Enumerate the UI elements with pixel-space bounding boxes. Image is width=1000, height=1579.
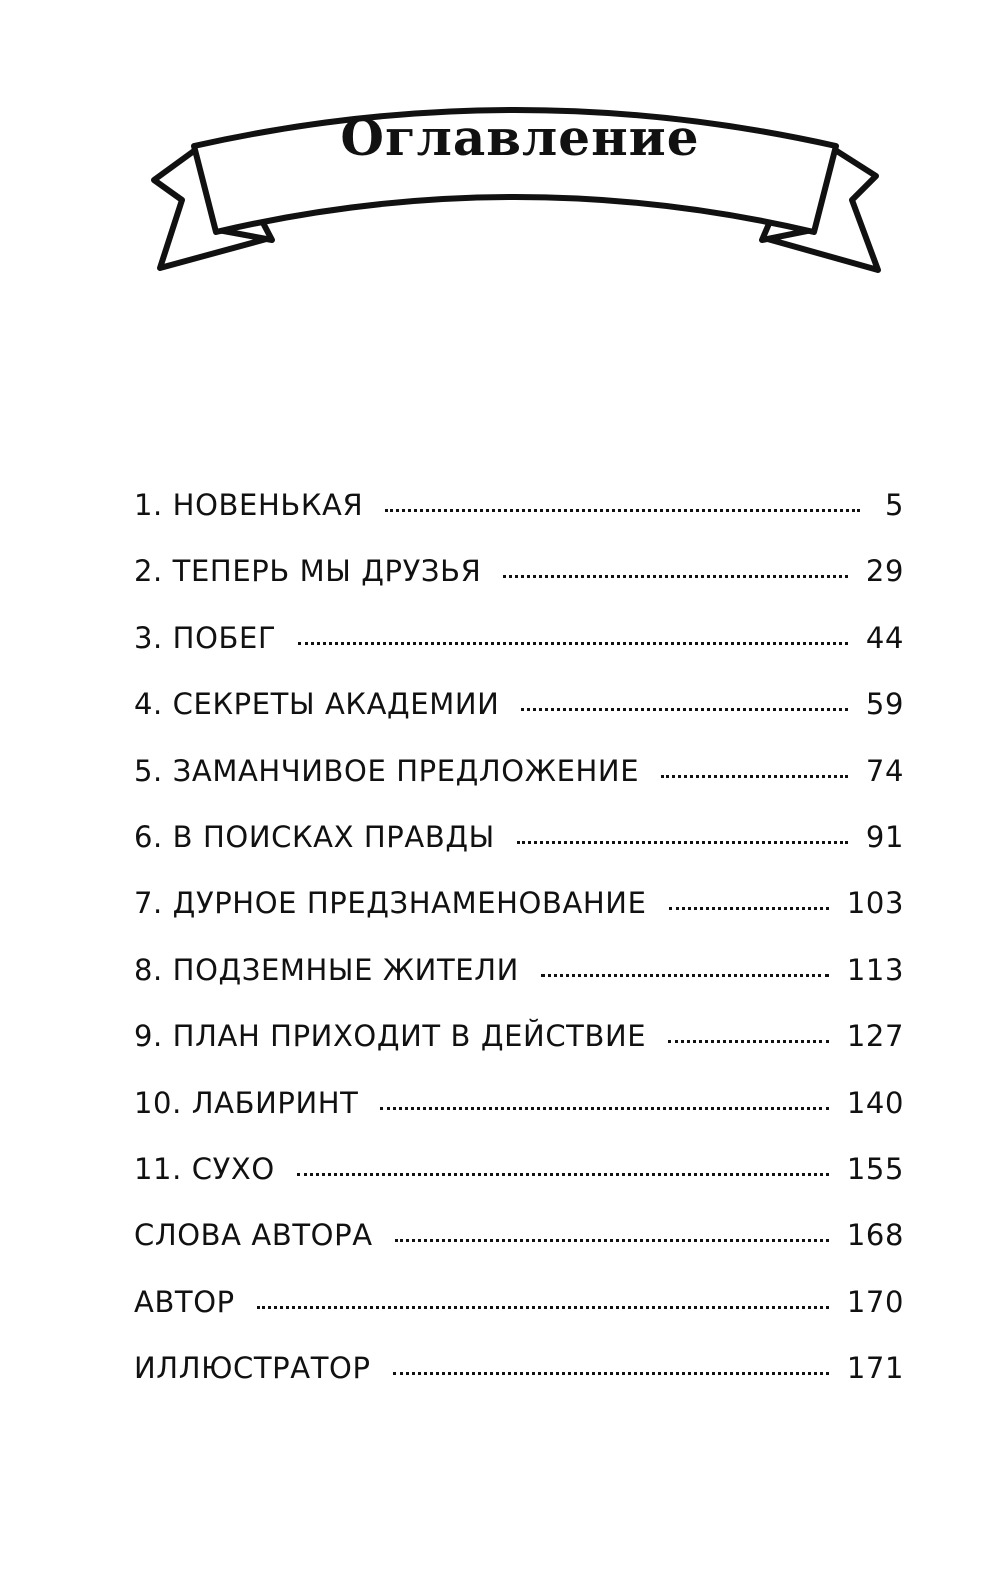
dot-leader: [385, 509, 860, 512]
toc-entry-page: 5: [884, 488, 904, 522]
toc-entry-page: 155: [846, 1151, 904, 1186]
dot-leader: [668, 1040, 829, 1043]
toc-entry-page: 170: [846, 1284, 904, 1319]
toc-entry[interactable]: [134, 1086, 904, 1152]
table-of-contents: [134, 488, 904, 1417]
dot-leader: [298, 642, 848, 645]
toc-entry-title: 5. ЗАМАНЧИВОЕ ПРЕДЛОЖЕНИЕ: [134, 753, 640, 788]
toc-entry[interactable]: [134, 1218, 904, 1284]
toc-entry[interactable]: [134, 820, 904, 886]
dot-leader: [661, 775, 848, 778]
toc-entry[interactable]: [134, 488, 904, 554]
toc-entry-title: 8. ПОДЗЕМНЫЕ ЖИТЕЛИ: [134, 952, 519, 987]
toc-entry-page: 168: [846, 1218, 904, 1253]
dot-leader: [541, 974, 829, 977]
toc-entry-page: 59: [865, 687, 904, 722]
page-title: Оглавление: [340, 108, 700, 167]
toc-entry-title: 10. ЛАБИРИНТ: [134, 1085, 359, 1120]
toc-entry-page: 103: [846, 886, 904, 921]
dot-leader: [297, 1173, 829, 1176]
dot-leader: [503, 575, 848, 578]
toc-entry-page: 127: [846, 1019, 904, 1054]
toc-entry-title: 11. СУХО: [134, 1151, 275, 1186]
toc-entry[interactable]: [134, 953, 904, 1019]
title-banner: [140, 80, 890, 290]
dot-leader: [395, 1239, 829, 1242]
toc-entry-title: СЛОВА АВТОРА: [134, 1218, 373, 1253]
dot-leader: [521, 708, 847, 711]
toc-entry-page: 29: [865, 554, 904, 589]
toc-entry-title: 4. СЕКРЕТЫ АКАДЕМИИ: [134, 687, 500, 722]
toc-entry-title: 7. ДУРНОЕ ПРЕДЗНАМЕНОВАНИЕ: [134, 886, 647, 921]
toc-entry[interactable]: [134, 1285, 904, 1351]
toc-entry[interactable]: [134, 886, 904, 952]
toc-entry[interactable]: [134, 621, 904, 687]
toc-entry[interactable]: [134, 1351, 904, 1417]
toc-entry[interactable]: [134, 687, 904, 753]
dot-leader: [517, 841, 848, 844]
dot-leader: [257, 1306, 829, 1309]
toc-entry-page: 140: [846, 1085, 904, 1120]
toc-entry-page: 113: [846, 952, 904, 987]
dot-leader: [380, 1107, 828, 1110]
toc-entry[interactable]: [134, 1019, 904, 1085]
toc-entry-title: 9. ПЛАН ПРИХОДИТ В ДЕЙСТВИЕ: [134, 1019, 647, 1054]
toc-entry[interactable]: [134, 754, 904, 820]
toc-entry-page: 44: [865, 620, 904, 655]
toc-entry-page: 91: [865, 819, 904, 854]
toc-entry-title: АВТОР: [134, 1284, 235, 1319]
toc-entry-title: 6. В ПОИСКАХ ПРАВДЫ: [134, 819, 495, 854]
dot-leader: [669, 907, 829, 910]
toc-entry[interactable]: [134, 1152, 904, 1218]
toc-entry-page: 74: [865, 753, 904, 788]
toc-entry-title: ИЛЛЮСТРАТОР: [134, 1351, 371, 1386]
toc-entry-title: 3. ПОБЕГ: [134, 620, 277, 655]
toc-entry[interactable]: [134, 554, 904, 620]
toc-entry-title: 2. ТЕПЕРЬ МЫ ДРУЗЬЯ: [134, 554, 482, 589]
dot-leader: [393, 1372, 829, 1375]
toc-entry-title: 1. НОВЕНЬКАЯ: [134, 488, 364, 522]
toc-entry-page: 171: [846, 1351, 904, 1386]
